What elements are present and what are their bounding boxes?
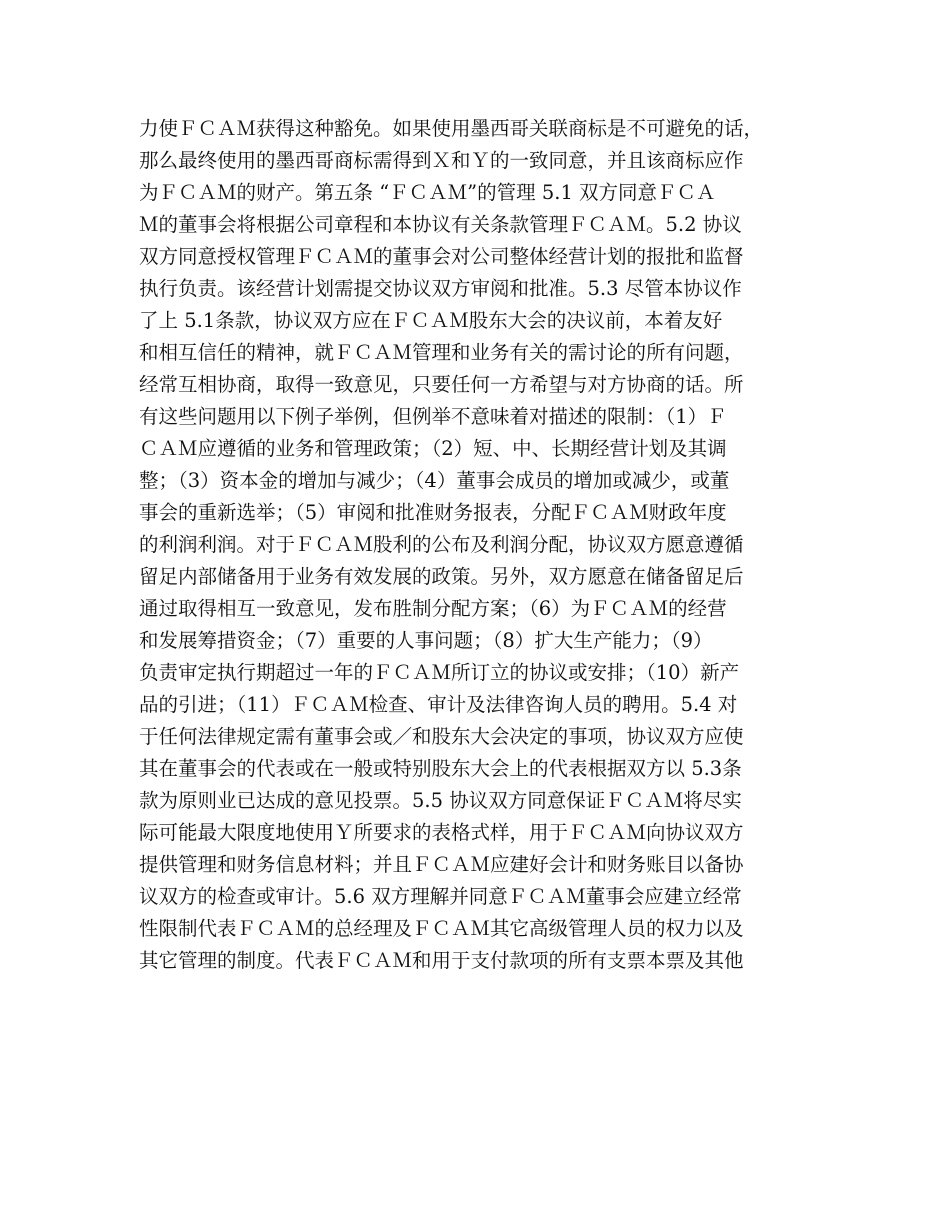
text-line: 于任何法律规定需有董事会或／和股东大会决定的事项，协议双方应使 xyxy=(139,725,744,748)
text-line: 整；（3）资本金的增加与减少；（4）董事会成员的增加或减少，或董 xyxy=(139,469,730,492)
text-line: 际可能最大限度地使用Ｙ所要求的表格式样，用于ＦＣＡＭ向协议双方 xyxy=(139,821,744,844)
text-line: 那么最终使用的墨西哥商标需得到Ｘ和Ｙ的一致同意，并且该商标应作 xyxy=(139,149,744,172)
text-line: 提供管理和财务信息材料；并且ＦＣＡＭ应建好会计和财务账目以备协 xyxy=(139,853,744,876)
text-line: 其它管理的制度。代表ＦＣＡＭ和用于支付款项的所有支票本票及其他 xyxy=(139,949,744,972)
text-line: 的利润利润。对于ＦＣＡＭ股利的公布及利润分配，协议双方愿意遵循 xyxy=(139,533,744,556)
text-line: 品的引进；（11）ＦＣＡＭ检查、审计及法律咨询人员的聘用。5.4 对 xyxy=(139,693,738,716)
text-line: 负责审定执行期超过一年的ＦＣＡＭ所订立的协议或安排；（10）新产 xyxy=(139,661,740,684)
text-line: 执行负责。该经营计划需提交协议双方审阅和批准。5.3 尽管本协议作 xyxy=(139,277,742,300)
text-line: ＣＡＭ应遵循的业务和管理政策；（2）短、中、长期经营计划及其调 xyxy=(139,437,727,460)
text-line: 经常互相协商，取得一致意见，只要任何一方希望与对方协商的话。所 xyxy=(139,373,744,396)
text-line: 通过取得相互一致意见，发布胜制分配方案；（6）为ＦＣＡＭ的经营 xyxy=(139,597,727,620)
text-line: 议双方的检查或审计。5.6 双方理解并同意ＦＣＡＭ董事会应建立经常 xyxy=(139,885,742,908)
text-line: 和相互信任的精神，就ＦＣＡＭ管理和业务有关的需讨论的所有问题， xyxy=(139,341,744,364)
text-line: 双方同意授权管理ＦＣＡＭ的董事会对公司整体经营计划的报批和监督 xyxy=(139,245,744,268)
text-line: Ｍ的董事会将根据公司章程和本协议有关条款管理ＦＣＡＭ。5.2 协议 xyxy=(139,213,742,236)
text-line: 性限制代表ＦＣＡＭ的总经理及ＦＣＡＭ其它高级管理人员的权力以及 xyxy=(139,917,744,940)
body-text xyxy=(139,113,819,977)
text-line: 和发展筹措资金；（7）重要的人事问题；（8）扩大生产能力；（9） xyxy=(139,629,713,652)
text-line: 留足内部储备用于业务有效发展的政策。另外，双方愿意在储备留足后 xyxy=(139,565,744,588)
text-line: 其在董事会的代表或在一般或特别股东大会上的代表根据双方以 5.3条 xyxy=(139,757,742,780)
text-line: 事会的重新选举；（5）审阅和批准财务报表，分配ＦＣＡＭ财政年度 xyxy=(139,501,727,524)
text-line: 了上 5.1条款，协议双方应在ＦＣＡＭ股东大会的决议前，本着友好 xyxy=(139,309,723,332)
text-line: 有这些问题用以下例子举例，但例举不意味着对描述的限制：（1）Ｆ xyxy=(139,405,727,428)
text-line: 款为原则业已达成的意见投票。5.5 协议双方同意保证ＦＣＡＭ将尽实 xyxy=(139,789,742,812)
text-line: 为ＦＣＡＭ的财产。第五条 “ＦＣＡＭ”的管理 5.1 双方同意ＦＣＡ xyxy=(139,181,716,204)
text-line: 力使ＦＣＡＭ获得这种豁免。如果使用墨西哥关联商标是不可避免的话， xyxy=(139,117,764,140)
